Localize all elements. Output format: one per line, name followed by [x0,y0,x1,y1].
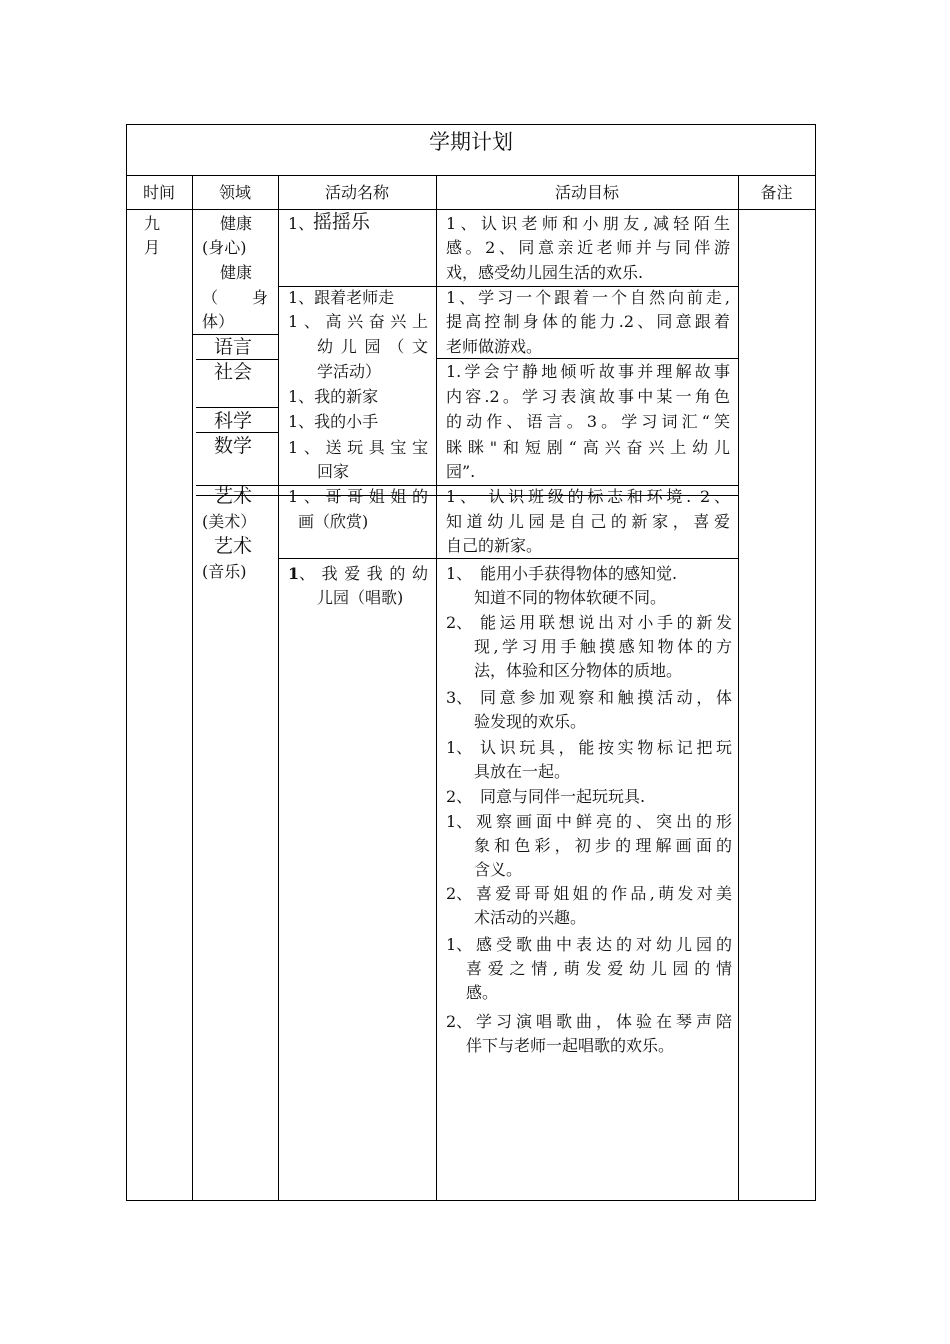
header-note: 备注 [760,183,793,202]
activity-2: 1、跟着老师走 [288,288,395,307]
domain-science: 科学 [214,410,253,432]
list-line: 同意与同伴一起玩玩具. [480,787,646,806]
month-char-1: 九 [144,214,161,233]
col-divider-4 [738,175,739,1201]
border-header-top [126,175,816,176]
list-line: 验发现的欢乐。 [474,712,587,731]
list-line: 具放在一起。 [474,762,571,781]
activity-3-line-1: 1、高兴奋兴上 [288,312,428,331]
list-line: 能运用联想说出对小手的新发 [480,613,732,632]
list-line: 现,学习用手触摸感知物体的方 [474,637,732,656]
domain-art-1: 艺术 [214,485,253,507]
goal-3-line-2: 内容.2。学习表演故事中某一角色 [446,387,730,406]
header-time: 时间 [142,183,175,202]
goal-3-line-1: 1.学会宁静地倾听故事并理解故事 [446,362,730,381]
list-line: 喜爱哥哥姐姐的作品,萌发对美 [476,884,732,903]
border-left [126,124,127,1201]
domain-health-body-sub-a: （ [202,288,219,307]
goal-list-item [446,1010,732,1058]
header-goal: 活动目标 [554,183,619,202]
domain-math: 数学 [214,435,253,457]
list-line: 象和色彩，初步的理解画面的 [474,836,732,855]
border-top [126,124,816,125]
header-activity: 活动名称 [324,183,389,202]
domain-art-2-sub: (音乐) [202,562,247,581]
goal-list-item [446,882,732,930]
list-number: 2、 [446,884,473,903]
domain-society: 社会 [214,361,253,383]
goal-4-line-3: 自己的新家。 [446,536,543,555]
domain-health-mind-sub: (身心) [202,238,247,257]
list-number: 1、 [446,935,473,954]
list-number: 2、 [446,787,473,806]
list-line: 感。 [466,983,499,1002]
goal-list-item [446,686,732,734]
activity-3-line-3: 学活动） [317,362,382,381]
list-number: 1、 [446,564,473,583]
list-line: 法，体验和区分物体的质地。 [474,661,683,680]
activity-6-line-2: 回家 [317,462,350,481]
border-bottom [126,1200,816,1201]
goal-list-item [446,810,732,882]
list-number: 3、 [446,688,473,707]
activity-6-line-1: 1、送玩具宝宝 [288,438,428,457]
domain-health-body-sub-b: 身 [252,288,269,307]
row-line [278,558,739,559]
goal-list-item [446,736,732,784]
goal-2-line-1: 1、学习一个跟着一个自然向前走, [446,288,730,307]
activity-7-line-2: 画（欣赏) [298,512,369,531]
goal-1-line-3: 戏，感受幼儿园生活的欢乐. [446,263,644,282]
month-char-2: 月 [144,238,161,257]
list-number: 2、 [446,613,473,632]
list-line: 知道不同的物体软硬不同。 [474,588,667,607]
goal-4-line-2: 知道幼儿园是自己的新家，喜爱 [446,512,730,531]
activity-7-line-1: 1、哥哥姐姐的 [288,487,428,506]
activity-8-num: 1 [288,564,300,583]
row-line [196,407,278,408]
list-line: 含义。 [474,860,523,879]
list-line: 观察画面中鲜亮的、突出的形 [476,812,732,831]
list-line: 能用小手获得物体的感知觉. [480,564,678,583]
border-header-bottom [126,209,816,210]
domain-health-body-sub-c: 体） [202,312,235,331]
domain-health-mind: 健康 [220,214,253,233]
col-divider-3 [436,175,437,1201]
goal-2-line-3: 老师做游戏。 [446,337,543,356]
list-number: 1、 [446,812,473,831]
list-line: 学习演唱歌曲，体验在琴声陪 [476,1012,732,1031]
list-line: 伴下与老师一起唱歌的欢乐。 [466,1036,675,1055]
list-number: 1、 [446,738,473,757]
activity-8-line-2: 儿园（唱歌) [317,588,404,607]
border-right [815,124,816,1201]
list-line: 同意参加观察和触摸活动，体 [480,688,732,707]
goal-3-line-5: 园”. [446,462,476,481]
col-divider-1 [192,175,193,1201]
page-title: 学期计划 [429,130,513,154]
goal-2-line-2: 提高控制身体的能力.2、同意跟着 [446,312,730,331]
col-divider-2 [278,175,279,1201]
goal-1-line-2: 感。2、同意亲近老师并与同伴游 [446,238,730,257]
activity-5: 1、我的小手 [288,412,379,431]
goal-list-item [446,785,732,809]
domain-health-body: 健康 [220,263,253,282]
activity-3-line-2: 幼儿园（文 [317,337,428,356]
list-number: 2、 [446,1012,473,1031]
goal-list-item [446,562,732,610]
goal-list-item [446,611,732,683]
goal-3-line-4: 眯眯"和短剧“高兴奋兴上幼儿 [446,438,730,457]
domain-language: 语言 [214,336,253,358]
list-line: 喜爱之情,萌发爱幼儿园的情 [466,959,732,978]
list-line: 术活动的兴趣。 [474,908,587,927]
goal-3-line-3: 的动作、语言。3。学习词汇“笑 [446,412,730,431]
activity-1: 摇摇乐 [313,211,371,233]
goal-4-line-1: 1、 认识班级的标志和环境. 2、 [446,487,730,506]
activity-4: 1、我的新家 [288,387,379,406]
header-domain: 领域 [218,183,251,202]
domain-art-2: 艺术 [214,535,253,557]
list-line: 感受歌曲中表达的对幼儿园的 [476,935,732,954]
goal-list-item [446,933,732,1005]
domain-art-1-sub: (美术） [202,512,257,531]
activity-8-line-1: 、我爱我的幼 [299,564,428,583]
goal-1-line-1: 1、认识老师和小朋友,减轻陌生 [446,214,730,233]
activity-1-num: 1、 [288,214,315,233]
list-line: 认识玩具，能按实物标记把玩 [480,738,732,757]
